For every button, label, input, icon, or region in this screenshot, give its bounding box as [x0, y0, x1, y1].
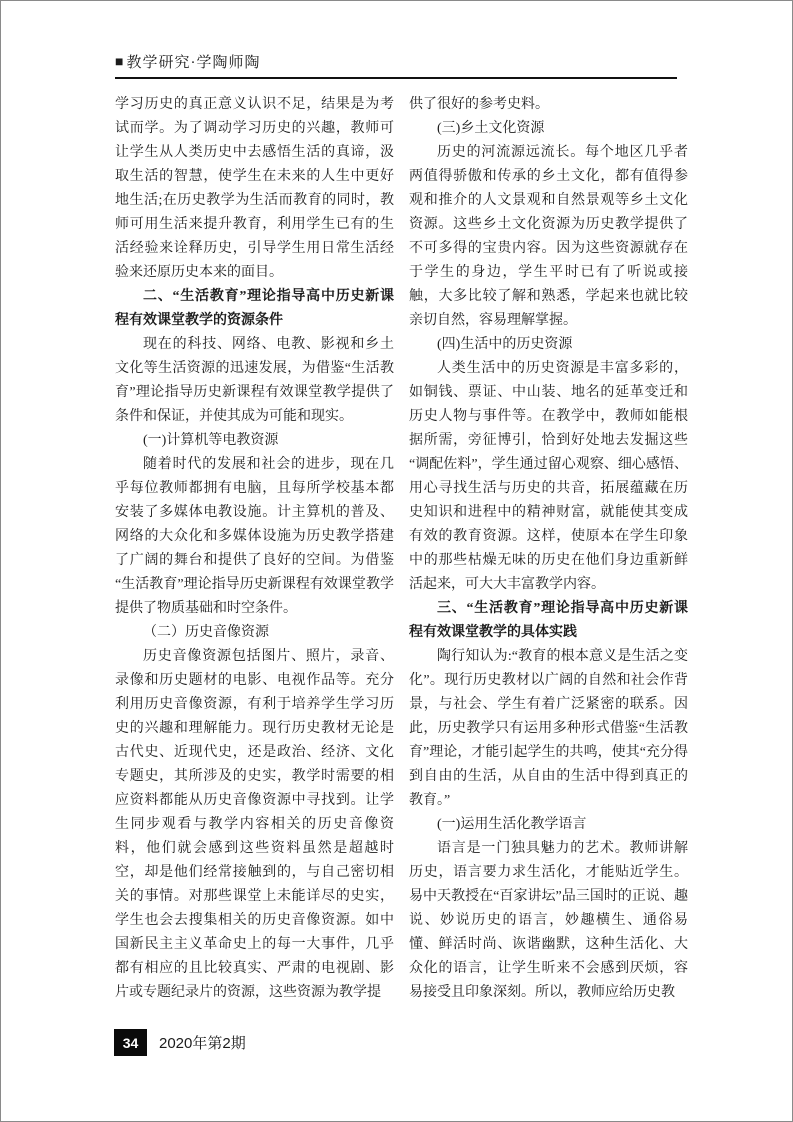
right-column	[409, 93, 688, 1005]
paragraph: 随着时代的发展和社会的进步，现在几乎每位教师都拥有电脑，且每所学校基本都安装了多媒体电教设施。计主算机的普及、网络的大众化和多媒体设施为历史教学搭建了广阔的舞台和提供了良好的空间。为借鉴“生活教育”理论指导历史新课程有效课堂教学提供了物质基础和时空条件。	[115, 457, 394, 616]
paragraph: 历史音像资源包括图片、照片，录音、录像和历史题材的电影、电视作品等。充分利用历史音像资源，有利于培养学生学习历史的兴趣和理解能力。现行历史教材无论是古代史、近现代史，还是政治、经济、文化专题史，其所涉及的史实，教学时需要的相应资料都能从历史音像资源中寻找到。让学生同步观看与教学内容相关的历史音像资料，他们就会感到这些资料虽然是超越时空，却是他们经常接触到的，与自己密切相关的事情。对那些课堂上未能详尽的史实，学生也会去搜集相关的历史音像资源。如中国新民主主义革命史上的每一大事件，几乎都有相应的且比较真实、严肃的电视剧、影片或专题纪录片的资源，这些资源为教学提	[115, 649, 394, 1000]
paragraph-continuation: 学习历史的真正意义认识不足，结果是为考试而学。为了调动学习历史的兴趣，教师可让学生从人类历史中去感悟生活的真谛，汲取生活的智慧，使学生在未来的人生中更好地生活;在历史教学为生活而教育的同时，教师可用生活来提升教育，利用学生已有的生活经验来诠释历史，引导学生用日常生活经验来还原历史本来的面目。	[115, 97, 394, 280]
sub-heading: (一)运用生活化教学语言	[437, 817, 587, 832]
section-square-icon: ■	[115, 55, 125, 70]
page-number-badge: 34	[114, 1029, 147, 1056]
paragraph: 人类生活中的历史资源是丰富多彩的，如铜钱、票证、中山装、地名的延革变迁和历史人物与事件等。在教学中，教师如能根据所需，旁征博引，恰到好处地去发掘这些“调配佐料”，学生通过留心观察、细心感悟、用心寻找生活与历史的共音，拓展蕴藏在历史知识和进程中的精神财富，就能使其变成有效的教育资源。这样，使原本在学生印象中的那些枯燥无味的历史在他们身边重新鲜活起来，可大大丰富教学内容。	[409, 361, 688, 592]
issue-label: 2020年第2期	[159, 1035, 246, 1052]
sub-heading: (三)乡土文化资源	[437, 121, 545, 136]
page-footer	[114, 1029, 246, 1056]
section-heading: 二、“生活教育”理论指导高中历史新课程有效课堂教学的资源条件	[115, 289, 394, 328]
paragraph: 陶行知认为:“教育的根本意义是生活之变化”。现行历史教材以广阔的自然和社会作背景，与社会、学生有着广泛紧密的联系。因此，历史教学只有运用多种形式借鉴“生活教育”理论，才能引起学生的共鸣，使其“充分得到自由的生活，从自由的生活中得到真正的教育。”	[409, 649, 688, 808]
sub-heading: （二）历史音像资源	[143, 625, 269, 640]
paragraph: 历史的河流源远流长。每个地区几乎者两值得骄傲和传承的乡土文化，都有值得参观和推介的人文景观和自然景观等乡土文化资源。这些乡土文化资源为历史教学提供了不可多得的宝贵内容。因为这些资源就存在于学生的身边，学生平时已有了听说或接触，大多比较了解和熟悉，学起来也就比较亲切自然，容易理解掌握。	[409, 145, 688, 328]
paragraph: 语言是一门独具魅力的艺术。教师讲解历史，语言要力求生活化，才能贴近学生。易中天教授在“百家讲坛”品三国时的正说、趣说、妙说历史的语言，妙趣横生、通俗易懂、鲜活时尚、诙谐幽默，这种生活化、大众化的语言，让学生昕来不会感到厌烦，容易接受且印象深刻。所以，教师应给历史教	[409, 841, 688, 1000]
section-label: 教学研究·学陶师陶	[126, 55, 261, 71]
page-header	[115, 51, 677, 79]
sub-heading: (四)生活中的历史资源	[437, 337, 573, 352]
paragraph: 现在的科技、网络、电教、影视和乡土文化等生活资源的迅速发展，为借鉴“生活教育”理论指导历史新课程有效课堂教学提供了条件和保证，并使其成为可能和现实。	[115, 337, 394, 424]
left-column	[115, 93, 394, 1005]
paragraph-continuation: 供了很好的参考史料。	[409, 97, 549, 112]
sub-heading: (一)计算机等电教资源	[143, 433, 279, 448]
article-body	[115, 93, 688, 1005]
section-heading: 三、“生活教育”理论指导高中历史新课程有效课堂教学的具体实践	[409, 601, 688, 640]
